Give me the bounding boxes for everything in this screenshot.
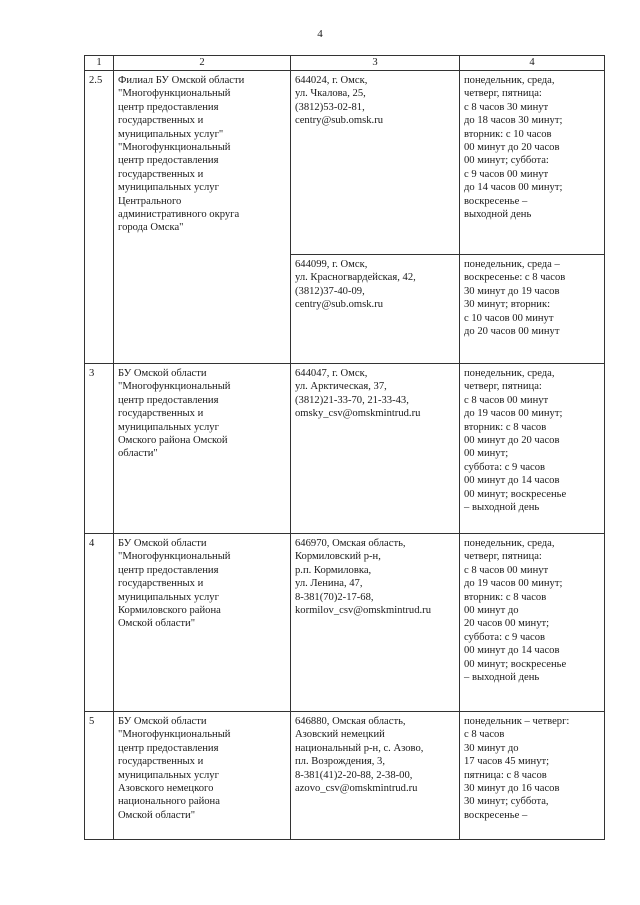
schedule-cell: понедельник, среда, четверг, пятница: с 8 часов 00 минут до 19 часов 00 минут; вторник: с 8 часов 00 минут до 20 часов 00 минут; суббота: с 9 часов 00 минут до 14 часов 00 минут; воскресенье – выходной день xyxy=(460,364,605,534)
address-cell: 644099, г. Омск, ул. Красногвардейская, 42, (3812)37-40-09, centry@sub.omsk.ru xyxy=(291,255,460,364)
institution-name: Филиал БУ Омской области "Многофункциональный центр предоставления государственных и муниципальных услуг" "Многофункциональный центр предоставления государственных и муниципальных услуг Центрального административного округа города Омска" xyxy=(114,71,291,364)
column-header-4: 4 xyxy=(460,56,605,71)
row-number: 2.5 xyxy=(85,71,114,364)
address-cell: 646970, Омская область, Кормиловский р-н, р.п. Кормиловка, ул. Ленина, 47, 8-381(70)2-17-68, kormilov_csv@omskmintrud.ru xyxy=(291,534,460,712)
row-number: 5 xyxy=(85,712,114,840)
table-row xyxy=(85,71,605,255)
schedule-cell: понедельник, среда, четверг, пятница: с 8 часов 00 минут до 19 часов 00 минут; вторник: с 8 часов 00 минут до 20 часов 00 минут; суббота: с 9 часов 00 минут до 14 часов 00 минут; воскресенье – выходной день xyxy=(460,534,605,712)
column-header-1: 1 xyxy=(85,56,114,71)
institution-name: БУ Омской области "Многофункциональный центр предоставления государственных и муниципальных услуг Кормиловского района Омской области" xyxy=(114,534,291,712)
table-row xyxy=(85,712,605,840)
address-cell: 646880, Омская область, Азовский немецкий национальный р-н, с. Азово, пл. Возрождения, 3, 8-381(41)2-20-88, 2-38-00, azovo_csv@omskmintrud.ru xyxy=(291,712,460,840)
row-number: 3 xyxy=(85,364,114,534)
schedule-cell: понедельник, среда, четверг, пятница: с 8 часов 30 минут до 18 часов 30 минут; вторник: с 10 часов 00 минут до 20 часов 00 минут; суббота: с 9 часов 00 минут до 14 часов 00 минут; воскресенье – выходной день xyxy=(460,71,605,255)
address-cell: 644024, г. Омск, ул. Чкалова, 25, (3812)53-02-81, centry@sub.omsk.ru xyxy=(291,71,460,255)
table-row xyxy=(85,364,605,534)
table-header-row xyxy=(85,56,605,71)
table-row xyxy=(85,534,605,712)
schedule-cell: понедельник – четверг: с 8 часов 30 минут до 17 часов 45 минут; пятница: с 8 часов 30 минут до 16 часов 30 минут; суббота, воскресенье – xyxy=(460,712,605,840)
schedule-cell: понедельник, среда – воскресенье: с 8 часов 30 минут до 19 часов 30 минут; вторник: с 10 часов 00 минут до 20 часов 00 минут xyxy=(460,255,605,364)
institution-name: БУ Омской области "Многофункциональный центр предоставления государственных и муниципальных услуг Азовского немецкого национального района Омской области" xyxy=(114,712,291,840)
institution-name: БУ Омской области "Многофункциональный центр предоставления государственных и муниципальных услуг Омского района Омской области" xyxy=(114,364,291,534)
column-header-3: 3 xyxy=(291,56,460,71)
mfc-offices-table xyxy=(84,55,605,840)
row-number: 4 xyxy=(85,534,114,712)
column-header-2: 2 xyxy=(114,56,291,71)
page-number: 4 xyxy=(317,28,323,40)
address-cell: 644047, г. Омск, ул. Арктическая, 37, (3812)21-33-70, 21-33-43, omsky_csv@omskmintrud.ru xyxy=(291,364,460,534)
